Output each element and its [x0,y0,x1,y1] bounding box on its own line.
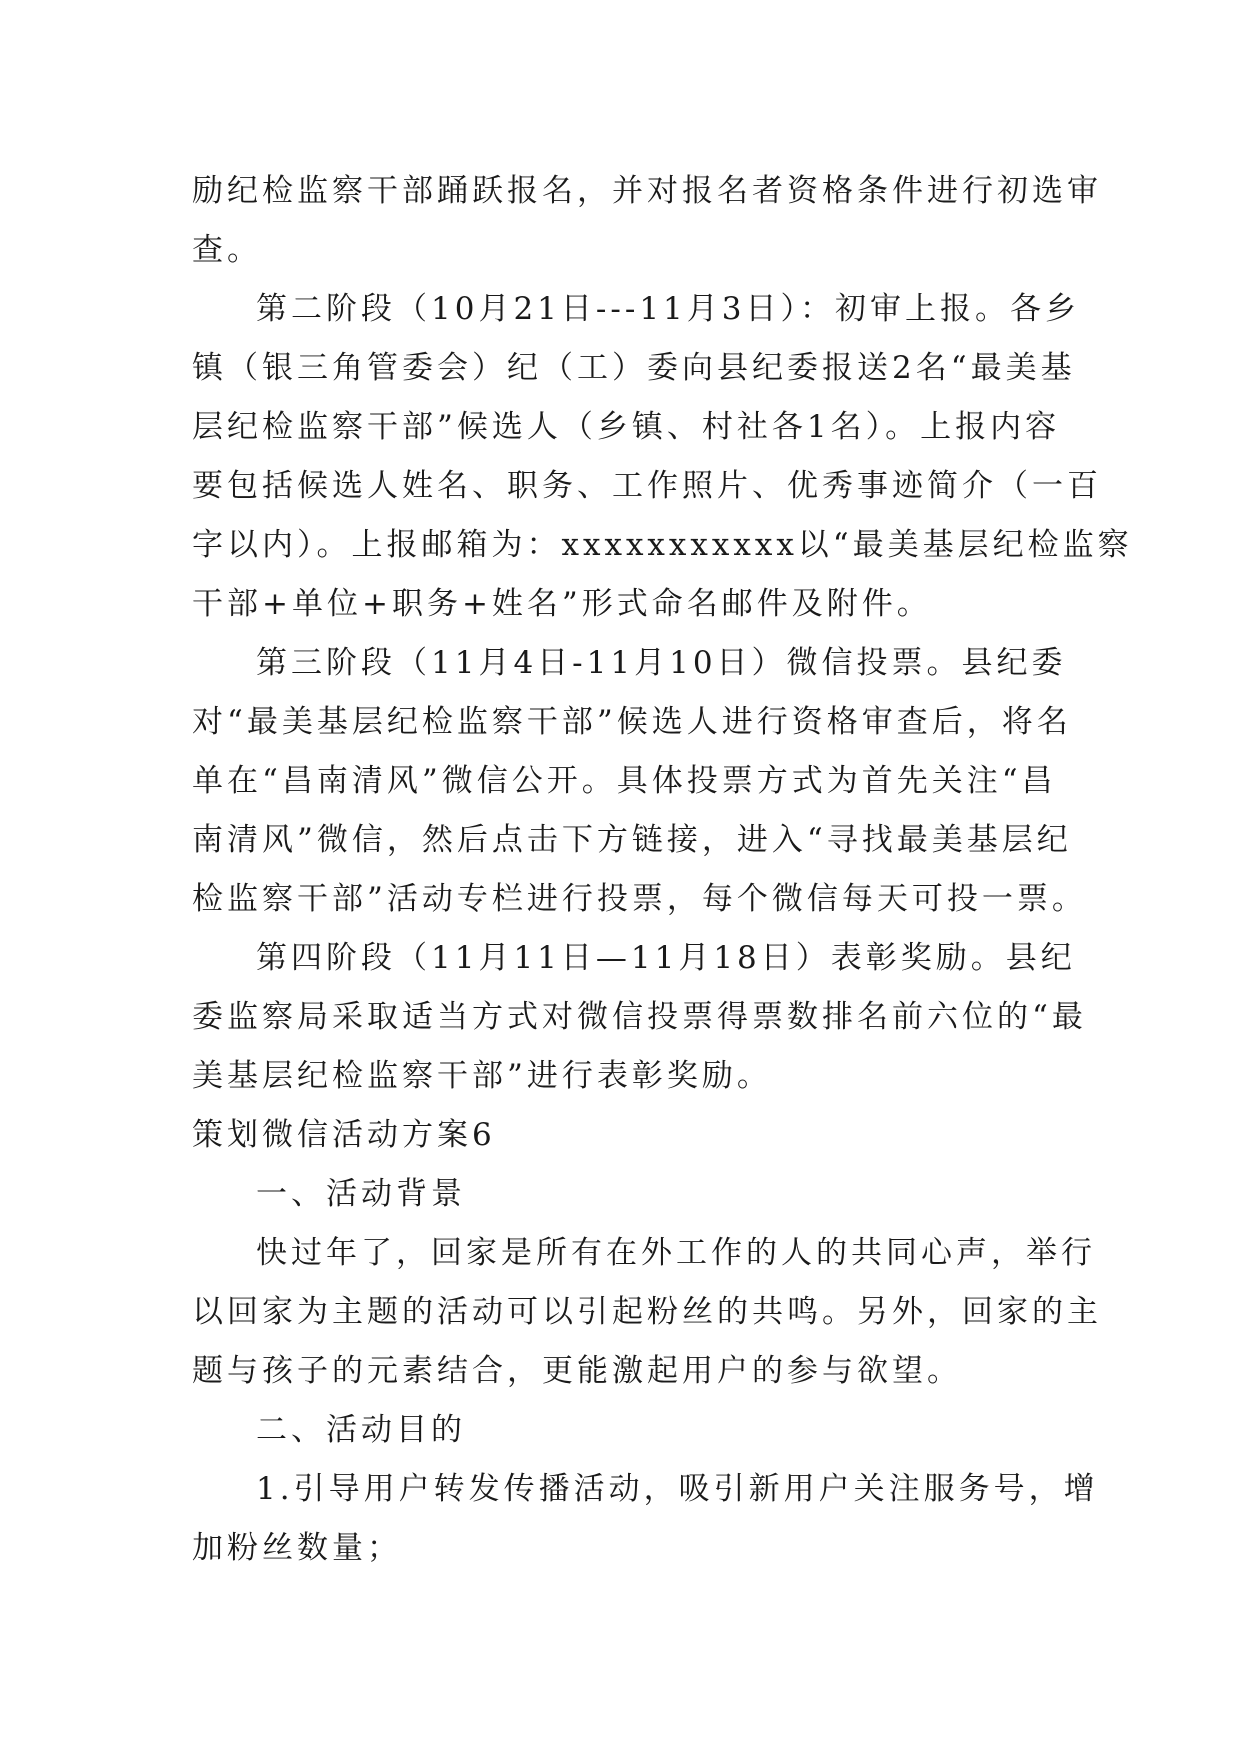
subsection-heading: 二、活动目的 [256,1412,466,1448]
paragraph-line: 1.引导用户转发传播活动，吸引新用户关注服务号，增 [256,1471,1099,1507]
paragraph-line: 快过年了，回家是所有在外工作的人的共同心声，举行 [256,1235,1096,1271]
paragraph-line: 南清风”微信，然后点击下方链接，进入“寻找最美基层纪 [192,822,1072,858]
paragraph-line: 以回家为主题的活动可以引起粉丝的共鸣。另外，回家的主 [192,1294,1102,1330]
paragraph-line: 第四阶段（11月11日—11月18日）表彰奖励。县纪 [256,940,1076,976]
section-heading: 策划微信活动方案6 [192,1117,496,1153]
paragraph-line: 对“最美基层纪检监察干部”候选人进行资格审查后，将名 [192,704,1072,740]
document-body [192,162,1133,1578]
paragraph-line: 层纪检监察干部”候选人（乡镇、村社各1名）。上报内容 [192,409,1061,445]
paragraph-line: 第三阶段（11月4日-11月10日）微信投票。县纪委 [256,645,1067,681]
paragraph-line: 单在“昌南清风”微信公开。具体投票方式为首先关注“昌 [192,763,1057,799]
paragraph-line: 镇（银三角管委会）纪（工）委向县纪委报送2名“最美基 [192,350,1076,386]
paragraph-line: 要包括候选人姓名、职务、工作照片、优秀事迹简介（一百 [192,468,1102,504]
paragraph-line: 第二阶段（10月21日---11月3日）：初审上报。各乡 [256,291,1080,327]
paragraph-line: 励纪检监察干部踊跃报名，并对报名者资格条件进行初选审 [192,173,1102,209]
paragraph-line: 检监察干部”活动专栏进行投票，每个微信每天可投一票。 [192,881,1087,917]
paragraph-line: 加粉丝数量； [192,1530,402,1566]
paragraph-line: 美基层纪检监察干部”进行表彰奖励。 [192,1058,772,1094]
paragraph-line: 查。 [192,232,262,268]
paragraph-line: 字以内）。上报邮箱为：xxxxxxxxxxx以“最美基层纪检监察 [192,527,1133,563]
paragraph-line: 题与孩子的元素结合，更能激起用户的参与欲望。 [192,1353,962,1389]
paragraph-line: 干部+单位+职务+姓名”形式命名邮件及附件。 [192,586,932,622]
subsection-heading: 一、活动背景 [256,1176,466,1212]
paragraph-line: 委监察局采取适当方式对微信投票得票数排名前六位的“最 [192,999,1087,1035]
